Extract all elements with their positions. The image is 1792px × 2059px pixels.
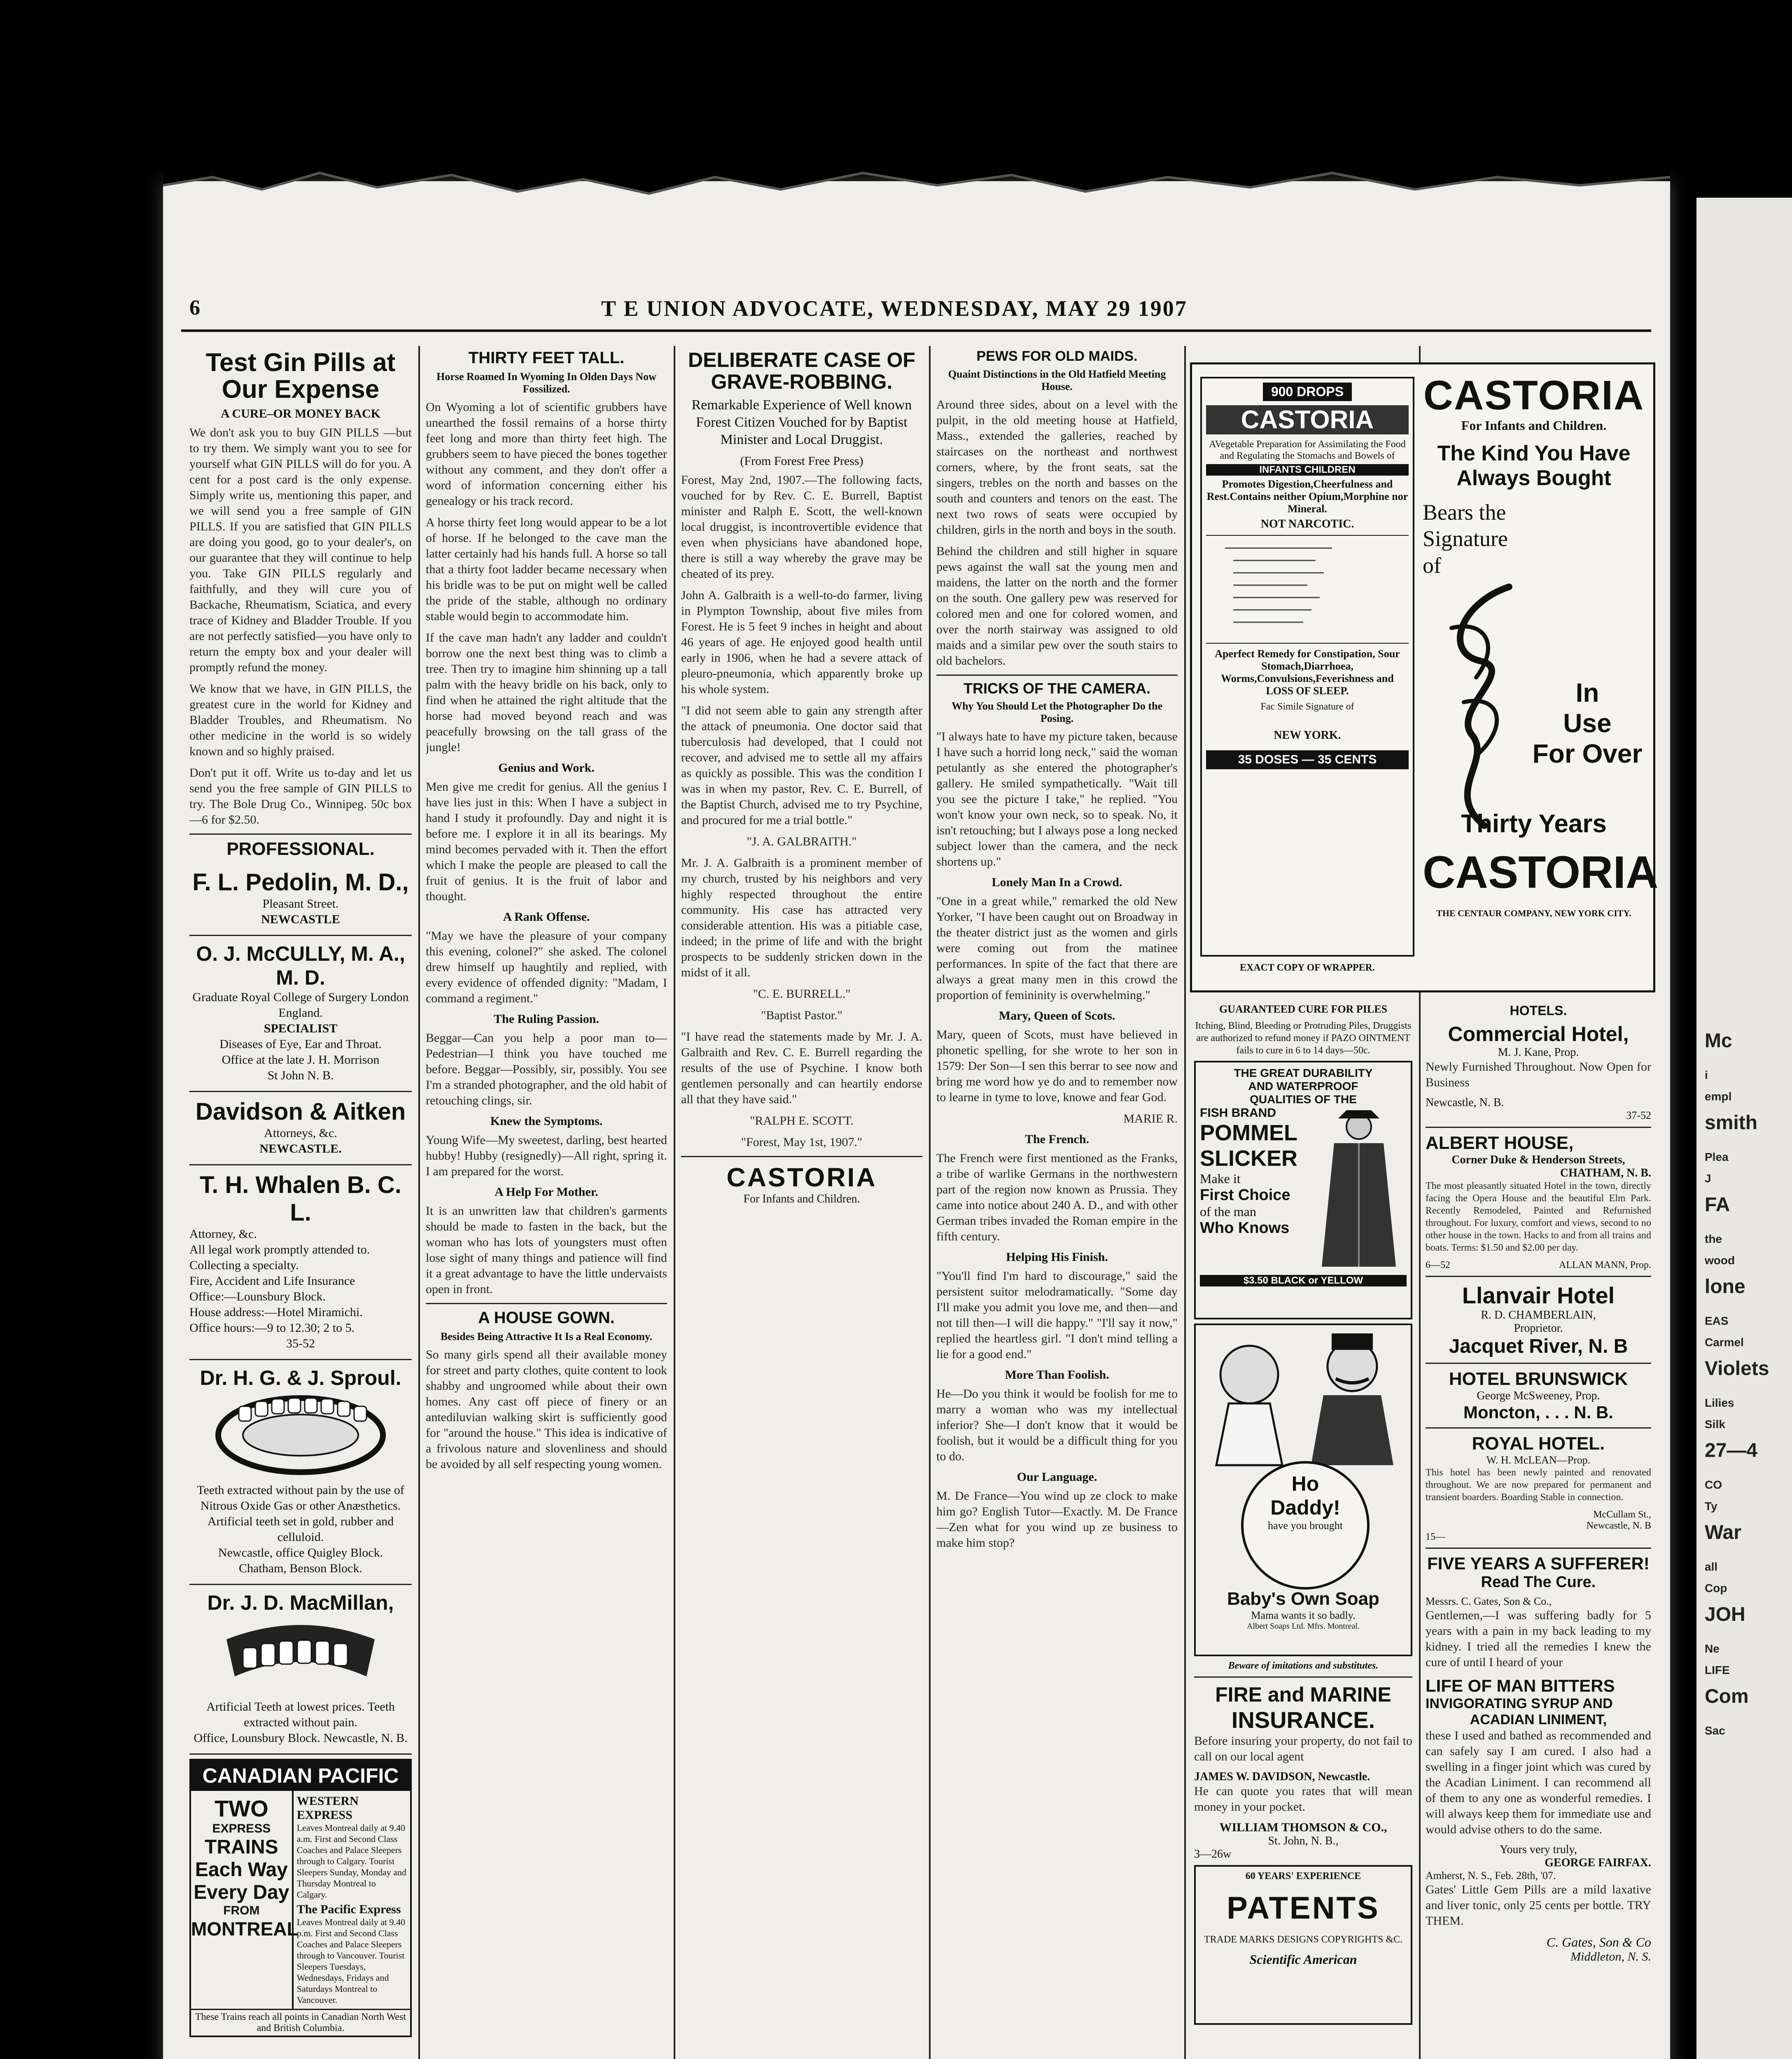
card-line: Teeth extracted without pain by the use of Nitrous Oxide Gas or other Anæsthetics. bbox=[197, 1483, 404, 1513]
castoria-word: For Over bbox=[1532, 739, 1643, 768]
bitters-product: LIFE OF MAN BITTERS bbox=[1426, 1676, 1615, 1695]
divider bbox=[1426, 1548, 1651, 1549]
article-body: He—Do you think it would be foolish for me to marry a woman who was my intellectual inferior? She—I don't know that it would be foolish, but it would be a difficult thing for you to do. bbox=[936, 1387, 1178, 1464]
insurance-code: 3—26w bbox=[1194, 1848, 1232, 1861]
insurance-text: Before insuring your property, do not fail to call on our local agent bbox=[1194, 1734, 1412, 1763]
hotel-prop: M. J. Kane, Prop. bbox=[1498, 1046, 1579, 1059]
hotel-place: Newcastle, N. B bbox=[1586, 1520, 1651, 1531]
signature: "Baptist Pastor." bbox=[761, 1008, 842, 1022]
column-4 bbox=[936, 346, 1178, 2059]
patents-years: 60 YEARS' EXPERIENCE bbox=[1245, 1871, 1361, 1882]
castoria-footer: THE CENTAUR COMPANY, NEW YORK CITY. bbox=[1436, 908, 1631, 918]
card-line: SPECIALIST bbox=[264, 1022, 338, 1036]
edge-fragment: Cop bbox=[1705, 1582, 1727, 1594]
card-line: Fire, Accident and Life Insurance bbox=[189, 1274, 355, 1288]
gin-pills-body: Don't put it off. Write us to-day and let us send you the free sample of GIN PILLS to try. The Bole Drug Co., Winnipeg. 50c box—6 for $2.50. bbox=[189, 766, 412, 827]
soap-brand-area bbox=[1196, 1589, 1411, 1631]
card-line: Office at the late J. H. Morrison bbox=[222, 1053, 380, 1067]
baby-and-father-illustration bbox=[1200, 1329, 1406, 1469]
newspaper-title: T E UNION ADVOCATE, WEDNESDAY, MAY 29 1907 bbox=[601, 296, 1188, 321]
article-body: Young Wife—My sweetest, darling, best hearted hubby! Hubby (resignedly)—All right, spring it. I am prepared for the worst. bbox=[426, 1133, 667, 1178]
castoria-doses: 35 DOSES — 35 CENTS bbox=[1206, 750, 1409, 769]
castoria-kind: The Kind You Have Always Bought bbox=[1437, 441, 1631, 490]
article-subhead: The Ruling Passion. bbox=[494, 1012, 599, 1026]
slicker-line: FISH BRAND bbox=[1200, 1106, 1276, 1120]
professional-card bbox=[189, 936, 412, 1092]
article-subhead: A Help For Mother. bbox=[495, 1185, 598, 1199]
hotel-code: 6—52 bbox=[1426, 1259, 1450, 1270]
slicker-line: THE GREAT DURABILITY bbox=[1234, 1067, 1373, 1079]
article-body: So many girls spend all their available money for street and party clothes, quite content to look shabby and ungroomed while about their own homes. Any cast off piece of finery or an antediluvian walking skirt is sufficiently good for "around the house." This idea is indicative of a frivolous nature and slovenliness and should be avoided by all self respecting young women. bbox=[426, 1348, 667, 1471]
hotel-text: The most pleasantly situated Hotel in the town, directly facing the Opera House and the beautiful Elm Park. Recently Remodeled, Painted and Refurnished throughout. For luxury, comfort and views, second to no other house in the town. Hacks to and from all trains and boats. Terms: $1.50 and $2.00 per day. bbox=[1426, 1180, 1651, 1253]
article-body: It is an unwritten law that children's garments should be made to fasten in the back, but the woman who has lots of youngsters must often lose sight of many things and patience will find it a great advantage to have the little undervaists open in front. bbox=[426, 1204, 667, 1296]
castoria-advertisement bbox=[1190, 362, 1659, 992]
cpr-left-line: Each Way bbox=[195, 1859, 288, 1881]
hotel-name: ROYAL HOTEL. bbox=[1472, 1433, 1605, 1454]
card-line: Attorneys, &c. bbox=[264, 1126, 337, 1140]
card-line: NEWCASTLE bbox=[261, 913, 340, 927]
card-line: St John N. B. bbox=[267, 1069, 334, 1083]
teeth-illustration bbox=[210, 1390, 391, 1480]
slicker-price: $3.50 BLACK or YELLOW bbox=[1200, 1275, 1407, 1286]
castoria-recipe-area bbox=[1206, 535, 1409, 644]
card-line: Artificial teeth set in gold, rubber and celluloid. bbox=[207, 1515, 394, 1544]
edge-fragment: Carmel bbox=[1705, 1336, 1744, 1349]
card-line: Chatham, Benson Block. bbox=[239, 1562, 362, 1576]
bitters-subhead: Read The Cure. bbox=[1481, 1573, 1596, 1591]
hotel-text: Newly Furnished Throughout. Now Open for Business bbox=[1426, 1060, 1651, 1089]
edge-fragment: JOH bbox=[1705, 1604, 1745, 1625]
signature: "C. E. BURRELL." bbox=[753, 987, 851, 1001]
signature: "RALPH E. SCOTT. bbox=[750, 1114, 854, 1128]
article-subhead: A Rank Offense. bbox=[503, 910, 590, 924]
professional-card bbox=[189, 1585, 412, 1755]
insurance-place: St. John, N. B., bbox=[1268, 1835, 1339, 1847]
dentures-illustration bbox=[210, 1615, 391, 1697]
card-line: Collecting a specialty. bbox=[189, 1258, 299, 1272]
card-line: Office:—Lounsbury Block. bbox=[189, 1290, 326, 1304]
cpr-left-line: TWO bbox=[215, 1795, 268, 1822]
grave-robbing-headline: DELIBERATE CASE OF GRAVE-ROBBING. bbox=[688, 348, 915, 393]
professional-card bbox=[189, 863, 412, 936]
edge-fragment: i bbox=[1705, 1069, 1708, 1081]
card-line: Office, Lounsbury Block. Newcastle, N. B. bbox=[194, 1731, 408, 1745]
patents-marks: TRADE MARKS DESIGNS COPYRIGHTS &C. bbox=[1204, 1934, 1403, 1945]
column-rule bbox=[674, 346, 675, 2059]
castoria-right-panel bbox=[1423, 372, 1659, 982]
canadian-pacific-ad bbox=[189, 1759, 412, 2037]
castoria-title: CASTORIA bbox=[1423, 372, 1645, 418]
article-body: Mr. J. A. Galbraith is a prominent member of my church, trusted by his neighbors and very highly respected throughout the entire community. His case has attracted very considerable attention. His was a pitiable case, indeed; in the prime of life and with the bright prospects to be suddenly stricken down in the midst of it all. bbox=[681, 856, 922, 979]
column-6 bbox=[1426, 1001, 1651, 2059]
article-subhead: Genius and Work. bbox=[498, 761, 595, 775]
article-body: On Wyoming a lot of scientific grubbers have unearthed the fossil remains of a horse thirty feet long and more than thirty feet high. The grubbers seem to have pieced the bones together without any comment, and they don't offer a word of information concerning either his genealogy or his track record. bbox=[426, 400, 667, 508]
bitters-maker: C. Gates, Son & Co bbox=[1546, 1934, 1651, 1949]
castoria-bottle-text: Aperfect Remedy for Constipation, Sour Stomach,Diarrhoea, Worms,Convulsions,Feverishness and LOSS OF SLEEP. bbox=[1215, 648, 1400, 697]
divider bbox=[1426, 1363, 1651, 1364]
castoria-in-use bbox=[1530, 677, 1645, 769]
article-body: John A. Galbraith is a well-to-do farmer, living in Plympton Township, about five miles from Forest. He is 5 feet 9 inches in height and about 46 years of age. He enjoyed good health until early in 1906, when he had a severe attack of pleuro-pneumonia, which apparently broke up his whole system. bbox=[681, 588, 922, 696]
edge-fragment: FA bbox=[1705, 1194, 1730, 1216]
article-body: Mary, queen of Scots, must have believed in phonetic spelling, for she wrote to her son in 1579: Der Son—I sen this berrar to see now and bring me word how ye do and to remember now to learne in tyme to love, knowe and fear God. bbox=[936, 1028, 1178, 1104]
hotel-name: Commercial Hotel, bbox=[1448, 1022, 1629, 1046]
bitters-place: Middleton, N. S. bbox=[1570, 1949, 1651, 1963]
hotel-address: McCullam St., bbox=[1593, 1509, 1651, 1520]
masthead bbox=[189, 296, 1651, 324]
slicker-line: First Choice bbox=[1200, 1186, 1290, 1204]
card-name: F. L. Pedolin, M. D., bbox=[192, 869, 409, 896]
cpr-footer: These Trains reach all points in Canadian North West and British Columbia. bbox=[191, 2009, 410, 2036]
bitters-to: Messrs. C. Gates, Son & Co., bbox=[1426, 1595, 1552, 1607]
slicker-ad bbox=[1194, 1061, 1412, 1319]
article-headline: A HOUSE GOWN. bbox=[478, 1309, 615, 1327]
soap-text: Ho bbox=[1291, 1472, 1319, 1495]
article-body: "May we have the pleasure of your company this evening, colonel?" she asked. The colonel drew himself up haughtily and replied, with every evidence of offended dignity: "Madam, I command a regiment." bbox=[426, 929, 667, 1005]
gin-pills-body: We know that we have, in GIN PILLS, the greatest cure in the world for Kidney and Bladder Troubles, and Rheumatism. No other medicine in the world is so widely known and so highly praised. bbox=[189, 682, 412, 759]
gin-pills-headline: Test Gin Pills at Our Expense bbox=[205, 348, 396, 404]
cpr-train-text: Leaves Montreal daily at 9.40 p.m. First and Second Class Coaches and Palace Sleepers through to Vancouver. Tourist Sleepers Tuesdays, Wednesdays, Fridays and Saturdays Montreal to Vancouver. bbox=[296, 1917, 406, 2005]
column-2 bbox=[426, 346, 667, 2059]
edge-fragment: LIFE bbox=[1705, 1664, 1730, 1676]
card-line: Attorney, &c. bbox=[189, 1227, 257, 1241]
slicker-line: SLICKER bbox=[1200, 1146, 1298, 1171]
edge-fragment: lone bbox=[1705, 1276, 1745, 1298]
article-subhead: Why You Should Let the Photographer Do the Posing. bbox=[951, 700, 1163, 725]
card-line: All legal work promptly attended to. bbox=[189, 1243, 370, 1257]
edge-fragment: Mc bbox=[1705, 1030, 1732, 1052]
article-body: Around three sides, about on a level with the pulpit, in the old meeting house at Hatfield, Mass., extended the galleries, reached by staircases on the northeast and northwest corners, where, by the front seats, sat the singers, trebles on the north and basses on the south and counters and tenors on the east. The next two rows of seats were occupied by children, girls in the north and boys in the south. bbox=[936, 397, 1178, 537]
castoria-word: Use bbox=[1563, 708, 1612, 738]
divider bbox=[1426, 1127, 1651, 1128]
castoria-bottle-text: Promotes Digestion,Cheerfulness and Rest.Contains neither Opium,Morphine nor Mineral. bbox=[1206, 478, 1408, 515]
article-subhead: Besides Being Attractive It Is a Real Economy. bbox=[440, 1331, 653, 1342]
hotel-name: HOTEL BRUNSWICK bbox=[1449, 1368, 1628, 1389]
card-line: Office hours:—9 to 12.30; 2 to 5. bbox=[189, 1321, 355, 1335]
hotel-prop: R. D. CHAMBERLAIN, bbox=[1481, 1308, 1596, 1321]
piles-title: GUARANTEED CURE FOR PILES bbox=[1219, 1003, 1388, 1015]
edge-fragment: 27—4 bbox=[1705, 1440, 1758, 1461]
edge-fragment: Com bbox=[1705, 1685, 1749, 1707]
card-name: O. J. McCULLY, M. A., M. D. bbox=[196, 942, 405, 990]
gin-pills-body: We don't ask you to buy GIN PILLS —but to try them. We simply want you to see for yourself what GIN PILLS will do for you. A cent for a post card is the only expense. Simply write us, mentioning this paper, and we will send you a free sample of GIN PILLS. If you are satisfied that GIN PILLS are doing you good, go to your dealer's, on our guarantee that they will continue to help you. Take GIN PILLS regularly and faithfully, and they will cure you of Backache, Rheumatism, Sciatica, and every trace of Kidney and Bladder Trouble. If you are not perfectly satisfied—you have only to return the empty box and your dealer will promptly refund the money. bbox=[189, 426, 412, 675]
card-line: 35-52 bbox=[286, 1337, 315, 1351]
article-subhead: Mary, Queen of Scots. bbox=[999, 1009, 1115, 1023]
divider bbox=[681, 1156, 922, 1157]
hotel-place: CHATHAM, N. B. bbox=[1560, 1166, 1651, 1179]
cpr-left-line: Every Day bbox=[194, 1882, 289, 1904]
divider bbox=[936, 675, 1178, 676]
castoria-wrapper-panel bbox=[1200, 377, 1414, 978]
hotel-address: Corner Duke & Henderson Streets, bbox=[1451, 1153, 1625, 1166]
castoria-thirty-years: Thirty Years bbox=[1461, 810, 1607, 838]
castoria-bottle-text: NOT NARCOTIC. bbox=[1260, 518, 1354, 530]
cpr-train-text: Leaves Montreal daily at 9.40 a.m. First and Second Class Coaches and Palace Sleepers through to Calgary. Tourist Sleepers Sunday, Monday and Thursday Montreal to Calgary. bbox=[296, 1823, 406, 1900]
card-line: Graduate Royal College of Surgery London England. bbox=[192, 990, 409, 1020]
column-3 bbox=[681, 346, 922, 2059]
soap-text: have you brought bbox=[1268, 1520, 1343, 1531]
slicker-line: QUALITIES OF THE bbox=[1250, 1093, 1357, 1106]
divider bbox=[1426, 1276, 1651, 1277]
slicker-line: Make it bbox=[1200, 1171, 1241, 1186]
edge-fragment: Lilies bbox=[1705, 1396, 1734, 1409]
hotel-name: ALBERT HOUSE, bbox=[1426, 1132, 1574, 1153]
article-body: "One in a great while," remarked the old New Yorker, "I have been caught out on Broadway in the theater district just as the women and girls were coming out from the matinee performances. In spite of the fact that there are always a great many men in this crowd the proportion of femininity is overwhelming." bbox=[936, 894, 1178, 1002]
patents-ad bbox=[1194, 1865, 1412, 2025]
edge-fragment: Plea bbox=[1705, 1151, 1729, 1163]
page-number: 6 bbox=[189, 296, 200, 320]
article-subhead: Our Language. bbox=[1017, 1470, 1097, 1484]
column-1 bbox=[189, 346, 412, 2059]
edge-fragment: CO bbox=[1705, 1478, 1722, 1491]
soap-cake bbox=[1241, 1461, 1370, 1590]
castoria-bears: Bears the Signature of bbox=[1423, 500, 1508, 578]
castoria-word: In bbox=[1575, 678, 1599, 707]
hotel-text: This hotel has been newly painted and renovated throughout. We are now prepared for permanent and transient boarders. Boarding Stable in connection. bbox=[1426, 1467, 1651, 1503]
bitters-body: Gentlemen,—I was suffering badly for 5 years with a pain in my back leading to my kidney. I tried all the remedies I knew the cure of until I heard of your bbox=[1426, 1608, 1651, 1669]
signature: MARIE R. bbox=[1123, 1112, 1178, 1126]
edge-fragment: empl bbox=[1705, 1090, 1732, 1103]
cpr-left-panel bbox=[191, 1791, 299, 2009]
insurance-title: INSURANCE. bbox=[1231, 1707, 1375, 1733]
bitters-product: INVIGORATING SYRUP AND bbox=[1426, 1695, 1613, 1711]
edge-fragment: Ty bbox=[1705, 1500, 1717, 1513]
hotels-heading: HOTELS. bbox=[1510, 1003, 1567, 1018]
hotel-prop: W. H. McLEAN—Prop. bbox=[1486, 1454, 1591, 1466]
hotel-prop: George McSweeney, Prop. bbox=[1477, 1389, 1600, 1402]
professional-card bbox=[189, 1165, 412, 1360]
divider bbox=[1426, 1427, 1651, 1429]
divider bbox=[1194, 1676, 1412, 1678]
castoria-bottle-text: AVegetable Preparation for Assimilating the Food and Regulating the Stomachs and Bowels of bbox=[1209, 439, 1406, 461]
soap-text: Daddy! bbox=[1270, 1496, 1340, 1519]
adjacent-page-fragments bbox=[1705, 1030, 1787, 1746]
column-rule bbox=[418, 346, 420, 2059]
bitters-date: Amherst, N. S., Feb. 28th, '07. bbox=[1426, 1869, 1556, 1882]
patents-footer: Scientific American bbox=[1249, 1952, 1357, 1967]
article-body: The French were first mentioned as the Franks, a tribe of warlike Germans in the northwestern part of the region now known as Prussia. They came into notice about 240 A. D., and with other German tribes invaded the Roman empire in the fifth century. bbox=[936, 1151, 1178, 1244]
card-line: Artificial Teeth at lowest prices. Teeth extracted without pain. bbox=[206, 1700, 395, 1730]
insurance-firm: WILLIAM THOMSON & CO., bbox=[1219, 1821, 1387, 1834]
divider bbox=[426, 1303, 667, 1304]
insurance-title: FIRE and MARINE bbox=[1215, 1683, 1391, 1706]
gin-pills-subhead: A CURE–OR MONEY BACK bbox=[220, 407, 381, 421]
torn-top-edge bbox=[163, 161, 1670, 218]
article-body: Beggar—Can you help a poor man to—Pedestrian—I think you have touched me before. Beggar—Possibly, sir, possibly. You see I'm a stranded photographer, and the old habit of retouching clings, sir. bbox=[426, 1031, 667, 1107]
piles-text: Itching, Blind, Bleeding or Protruding Piles, Druggists are authorized to refund money if PAZO OINTMENT fails to cure in 6 to 14 days—50c. bbox=[1195, 1020, 1412, 1056]
article-body: Men give me credit for genius. All the genius I have lies just in this: When I have a subject in hand I study it profoundly. Day and night it is before me. I explore it in all its bearings. My mind becomes pervaded with it. Then the effort which I make the people are pleased to call the fruit of genius. It is the fruit of labor and thought. bbox=[426, 780, 667, 903]
slicker-line: POMMEL bbox=[1200, 1121, 1297, 1145]
edge-fragment: wood bbox=[1705, 1254, 1735, 1267]
edge-fragment: Sac bbox=[1705, 1724, 1725, 1737]
patents-word: PATENTS bbox=[1227, 1891, 1380, 1926]
professional-card bbox=[189, 1092, 412, 1165]
article-body: M. De France—You wind up ze clock to make him go? English Tutor—Exactly. M. De France—Zen what for you wind up ze business to make him stop? bbox=[936, 1489, 1178, 1550]
card-line: Pleasant Street. bbox=[262, 897, 339, 911]
hotel-code: 15— bbox=[1426, 1531, 1445, 1542]
signature: "J. A. GALBRAITH." bbox=[747, 835, 857, 848]
edge-fragment: Silk bbox=[1705, 1418, 1725, 1431]
article-subhead: More Than Foolish. bbox=[1005, 1368, 1109, 1382]
cpr-train-name: WESTERN EXPRESS bbox=[296, 1794, 359, 1822]
professional-card bbox=[189, 1360, 412, 1585]
hotel-name: Llanvair Hotel bbox=[1462, 1282, 1615, 1308]
card-line: House address:—Hotel Miramichi. bbox=[189, 1305, 363, 1319]
article-body: "I always hate to have my picture taken, because I have such a horrid long neck," said the woman petulantly as she entered the photographer's gallery. He smiled sympathetically. "Wait till you see the picture I take," he replied. "You won't know your own neck, so to speak. No, it isn't retouching; but I always pose a long necked subject lower than the camera, and the neck shortens up." bbox=[936, 730, 1178, 869]
article-subhead: Remarkable Experience of Well known Forest Citizen Vouched for by Baptist Minister and Local Druggist. bbox=[691, 397, 912, 447]
slicker-line: Who Knows bbox=[1200, 1219, 1290, 1237]
signature-graphic bbox=[1427, 579, 1530, 834]
slicker-man-illustration bbox=[1314, 1106, 1400, 1271]
hotel-prop: Proprietor. bbox=[1514, 1321, 1563, 1335]
castoria-caption: EXACT COPY OF WRAPPER. bbox=[1239, 962, 1375, 973]
slicker-line: of the man bbox=[1200, 1204, 1256, 1219]
edge-fragment: EAS bbox=[1705, 1314, 1729, 1327]
insurance-text: He can quote you rates that will mean money in your pocket. bbox=[1194, 1784, 1412, 1814]
card-name: Dr. H. G. & J. Sproul. bbox=[200, 1366, 401, 1390]
cpr-train-name: The Pacific Express bbox=[296, 1903, 401, 1917]
hotel-place: Newcastle, N. B. bbox=[1426, 1096, 1504, 1109]
cpr-left-line: EXPRESS bbox=[212, 1822, 271, 1836]
edge-fragment: smith bbox=[1705, 1112, 1758, 1134]
castoria-drops: 900 DROPS bbox=[1263, 383, 1352, 401]
article-subhead: Lonely Man In a Crowd. bbox=[992, 875, 1122, 889]
article-subhead: The French. bbox=[1024, 1132, 1090, 1146]
masthead-rule bbox=[181, 329, 1651, 332]
castoria-title-bottom: CASTORIA bbox=[1423, 847, 1659, 898]
professional-heading: PROFESSIONAL. bbox=[226, 839, 375, 859]
bitters-body: these I used and bathed as recommended and can safely say I am cured. I also had a swelling in a finger joint which was cured by the Acadian Liniment. I can recommend all of them to any one as wonderful remedies. I will always keep them for immediate use and would advise others to do the same. bbox=[1426, 1728, 1651, 1836]
card-line: Newcastle, office Quigley Block. bbox=[218, 1546, 383, 1560]
signature: "Forest, May 1st, 1907." bbox=[741, 1135, 863, 1149]
castoria-small-ad-sub: For Infants and Children. bbox=[743, 1193, 860, 1205]
article-headline: TRICKS OF THE CAMERA. bbox=[964, 679, 1150, 697]
cpr-left-line: MONTREAL bbox=[191, 1918, 299, 1940]
edge-fragment: Violets bbox=[1705, 1358, 1769, 1380]
bitters-body: Gates' Little Gem Pills are a mild laxative and liver tonic, only 25 cents per bottle. TRY THEM. bbox=[1426, 1882, 1651, 1928]
article-body: "You'll find I'm hard to discourage," said the persistent suitor melodramatically. "Some day I'll make you admit you love me, and then—and not till then—I will die happy." "I'll say it now," replied the heartless girl. "I don't mind telling a lie for a good end." bbox=[936, 1269, 1178, 1361]
soap-brand: Baby's Own Soap bbox=[1227, 1589, 1379, 1609]
recipe-lines bbox=[1209, 536, 1406, 639]
hotel-prop: ALLAN MANN, Prop. bbox=[1559, 1259, 1651, 1270]
article-subhead: Knew the Symptoms. bbox=[490, 1114, 603, 1128]
soap-text: Mama wants it so badly. bbox=[1251, 1609, 1356, 1621]
cpr-title: CANADIAN PACIFIC bbox=[191, 1760, 410, 1791]
article-body: If the cave man hadn't any ladder and couldn't borrow one the next best thing was to climb a tree. Then try to imagine him shinning up a tall palm with the heavy bridle on his back, only to find when he attained the right altitude that the horse had moved beyond reach and was peacefully browsing on the tall grass of the jungle! bbox=[426, 631, 667, 754]
article-body: "I have read the statements made by Mr. J. A. Galbraith and Rev. C. E. Burrell regarding the results of the use of Psychine. I know both gentlemen personally and can heartily endorse all that they have said." bbox=[681, 1030, 922, 1106]
edge-fragment: all bbox=[1705, 1560, 1718, 1573]
soap-text: Albert Soaps Ltd. Mfrs. Montreal. bbox=[1247, 1622, 1360, 1631]
cpr-left-line: TRAINS bbox=[205, 1836, 278, 1858]
castoria-bottle-text: Fac Simile Signature of bbox=[1260, 701, 1354, 712]
bitters-product: ACADIAN LINIMENT, bbox=[1470, 1711, 1607, 1728]
article-headline: PEWS FOR OLD MAIDS. bbox=[976, 348, 1138, 364]
cpr-right-panel bbox=[294, 1791, 410, 2009]
hotel-place: Jacquet River, N. B bbox=[1449, 1335, 1628, 1357]
dateline: (From Forest Free Press) bbox=[740, 454, 863, 468]
hotel-code: 37-52 bbox=[1626, 1109, 1651, 1121]
article-body: Forest, May 2nd, 1907.—The following facts, vouched for by Rev. C. E. Burrell, Baptist minister and Ralph E. Scott, the well-known local druggist, is incontrovertible evidence that even when physicians have abandoned hope, there is still a way whereby the grave may be cheated of its prey. bbox=[681, 473, 922, 581]
bitters-close: Yours very truly, bbox=[1500, 1843, 1577, 1856]
article-body: A horse thirty feet long would appear to be a lot of horse. If he belonged to the cave man the latter certainly had his hands full. A horse so tall that a thirty foot ladder became necessary when his bridle was to be put on might well be called the pride of the stable, although no ordinary stable would begin to accommodate him. bbox=[426, 516, 667, 623]
article-body: Behind the children and still higher in square pews against the wall sat the young men and maidens, the latter on the north and the former on the south. One gallery pew was reserved for colored men and one for colored women, and over the north stairway was assigned to old maids and a similar pew over the south stairs to old bachelors. bbox=[936, 544, 1178, 668]
article-headline: THIRTY FEET TALL. bbox=[468, 349, 625, 367]
article-subhead: Helping His Finish. bbox=[1006, 1250, 1108, 1264]
castoria-bottle-brand: CASTORIA bbox=[1206, 405, 1409, 434]
card-line: NEWCASTLE. bbox=[259, 1142, 342, 1156]
article-subhead: Quaint Distinctions in the Old Hatfield Meeting House. bbox=[948, 368, 1166, 392]
edge-fragment: the bbox=[1705, 1233, 1722, 1245]
card-name: Davidson & Aitken bbox=[195, 1098, 406, 1125]
card-name: Dr. J. D. MacMillan, bbox=[207, 1591, 394, 1615]
edge-fragment: Ne bbox=[1705, 1642, 1720, 1655]
bitters-headline: FIVE YEARS A SUFFERER! bbox=[1427, 1553, 1650, 1573]
column-rule bbox=[1184, 346, 1186, 2059]
article-body: "I did not seem able to gain any strength after the attack of pneumonia. One doctor said that tuberculosis had developed, that I could not recover, and advised me to settle all my affairs as quickly as possible. This was the condition I was in when my pastor, Rev. C. E. Burrell, of the Baptist Church, advised me to try Psychine, and procured for me a trial bottle." bbox=[681, 704, 922, 827]
insurance-agent: JAMES W. DAVIDSON, Newcastle. bbox=[1194, 1770, 1370, 1783]
article-subhead: Horse Roamed In Wyoming In Olden Days Now Fossilized. bbox=[436, 371, 656, 395]
castoria-bottle-text: INFANTS CHILDREN bbox=[1206, 464, 1409, 476]
slicker-line: AND WATERPROOF bbox=[1248, 1080, 1358, 1093]
column-5 bbox=[1194, 1001, 1412, 2059]
bitters-signer: GEORGE FAIRFAX. bbox=[1545, 1856, 1651, 1869]
divider bbox=[189, 833, 412, 835]
cpr-left-line: FROM bbox=[223, 1904, 260, 1918]
fletcher-signature bbox=[1427, 579, 1530, 834]
card-line: Diseases of Eye, Ear and Throat. bbox=[219, 1037, 382, 1051]
column-rule bbox=[929, 346, 931, 2059]
castoria-small-ad-title: CASTORIA bbox=[726, 1163, 877, 1192]
castoria-subtitle: For Infants and Children. bbox=[1461, 418, 1607, 433]
edge-fragment: War bbox=[1705, 1522, 1741, 1543]
babys-own-soap-ad bbox=[1194, 1324, 1412, 1656]
soap-beware: Beware of imitations and substitutes. bbox=[1228, 1660, 1379, 1671]
hotel-place: Moncton, . . . N. B. bbox=[1463, 1402, 1613, 1422]
card-name: T. H. Whalen B. C. L. bbox=[200, 1172, 401, 1226]
edge-fragment: J bbox=[1705, 1172, 1711, 1185]
castoria-bottle-text: NEW YORK. bbox=[1274, 729, 1341, 742]
